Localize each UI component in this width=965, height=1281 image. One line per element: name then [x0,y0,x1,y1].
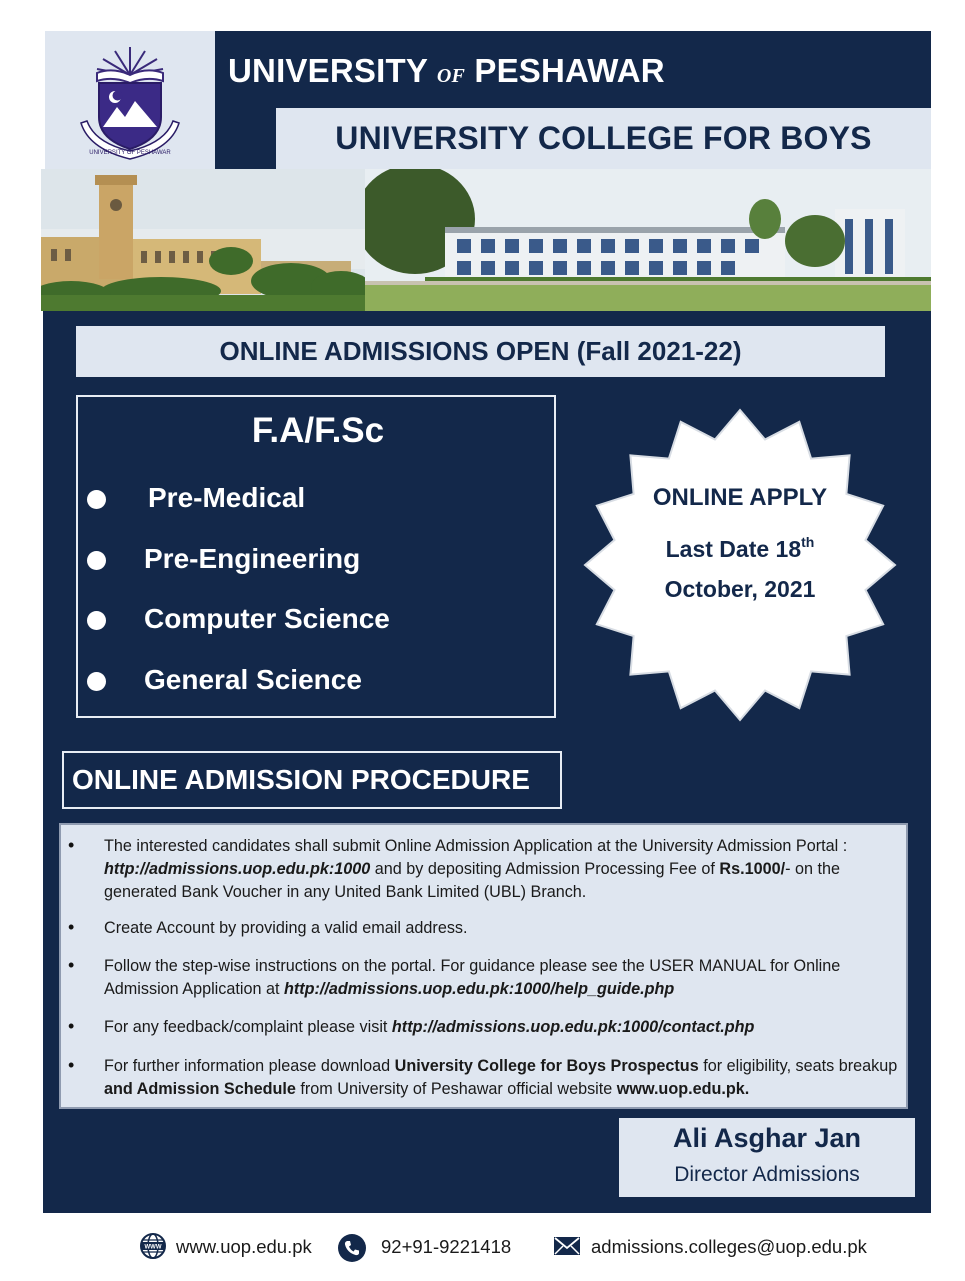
apply-label: ONLINE APPLY [652,484,828,511]
bullet-icon: • [68,835,75,855]
program-item [78,479,548,519]
programs-title: F.A/F.Sc [251,411,385,450]
program-label: Computer Science [144,603,390,634]
procedure-list [59,823,908,1109]
admissions-title: ONLINE ADMISSIONS OPEN (Fall 2021-22) [219,336,742,366]
footer-phone[interactable]: 92+91-9221418 [381,1236,512,1257]
logo-ribbon-text: UNIVERSITY OF PESHAWAR [89,150,171,156]
website-link[interactable]: www.uop.edu.pk. [616,1080,750,1098]
globe-icon [138,1231,168,1261]
footer-website[interactable]: www.uop.edu.pk [176,1236,312,1257]
programs-box [76,395,556,718]
svg-text:WWW: WWW [144,1244,162,1251]
list-item-text: For further information please download University College for Boys Prospectus for eligibility, seats breakup and Admission Schedule from University of Peshawar official website www.uop.edu.pk. [104,1057,898,1098]
clock-tower-photo [41,169,365,311]
program-item [78,661,548,701]
bullet-icon [87,611,106,630]
bullet-icon: • [68,1016,75,1036]
admissions-banner [76,326,885,377]
university-name: UNIVERSITY OF PESHAWAR [228,52,665,89]
bullet-icon [87,490,106,509]
university-crest-icon [45,31,215,169]
college-building-photo [365,169,931,311]
list-item-text: The interested candidates shall submit Online Admission Application at the University Admission Portal : http://admissions.uop.edu.pk:1000 and by depositing Admission Processing Fee of Rs.1000/- on the generated Bank Voucher in any United Bank Limited (UBL) Branch. [104,837,848,901]
phone-icon [337,1233,367,1263]
contact-link[interactable]: http://admissions.uop.edu.pk:1000/contact.php [391,1018,755,1036]
bullet-icon: • [68,955,75,975]
program-label: General Science [144,664,362,695]
university-name-of: OF [436,65,465,87]
signatory-title: Director Admissions [674,1163,860,1186]
procedure-heading-box [62,751,562,809]
list-item-text: Create Account by providing a valid email address. [104,919,468,937]
program-label: Pre-Medical [148,482,306,513]
program-item [78,540,548,580]
list-item-text: For any feedback/complaint please visit http://admissions.uop.edu.pk:1000/contact.php [104,1018,755,1036]
last-date: Last Date 18th [665,534,815,562]
logo-panel [45,31,215,169]
list-item-text: Follow the step-wise instructions on the portal. For guidance please see the USER MANUAL for Online Admission Application at http://admissions.uop.edu.pk:1000/help_guide.php [104,957,841,998]
procedure-title: ONLINE ADMISSION PROCEDURE [72,764,530,795]
bullet-icon [87,672,106,691]
help-guide-link[interactable]: http://admissions.uop.edu.pk:1000/help_guide.php [283,980,675,998]
apply-badge-text [580,408,900,723]
bullet-icon: • [68,917,75,937]
signature-box [619,1118,915,1197]
footer-email[interactable]: admissions.colleges@uop.edu.pk [591,1236,867,1257]
bullet-icon: • [68,1055,75,1075]
college-name: UNIVERSITY COLLEGE FOR BOYS [335,120,872,156]
program-label: Pre-Engineering [144,543,361,574]
envelope-icon [553,1235,581,1257]
bullet-icon [87,551,106,570]
program-item [78,600,548,640]
last-date-month: October, 2021 [664,576,816,602]
college-banner [276,108,931,169]
portal-link[interactable]: http://admissions.uop.edu.pk:1000 [104,860,371,878]
signatory-name: Ali Asghar Jan [672,1123,862,1153]
